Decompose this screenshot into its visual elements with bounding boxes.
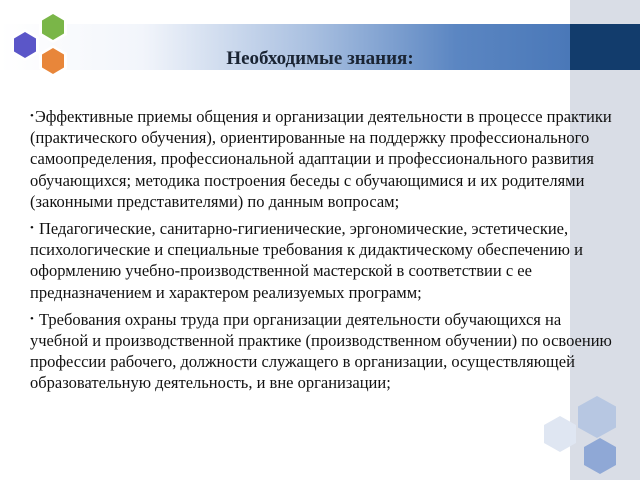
bullet-list <box>30 106 618 400</box>
blue-hexagon-icon <box>580 436 620 480</box>
bullet-icon: • <box>30 222 34 235</box>
slide-title: Необходимые знания: <box>226 48 414 69</box>
bullet-icon: • <box>30 312 34 325</box>
list-item <box>30 106 618 212</box>
bullet-icon: • <box>30 110 34 122</box>
list-item <box>30 218 618 303</box>
list-item-text: Требования охраны труда при организации деятельности обучающихся на учебной и производственной практике (производственном обучении) по освоению профессии рабочего, должности служащего в организации, осуществляющей образовательную деятельность, и вне организации; <box>30 309 612 393</box>
list-item-text: Эффективные приемы общения и организации деятельности в процессе практики (практического обучения), ориентированные на поддержку профессионального самоопределения, профессиональной адаптации и профессионального развития обучающихся; методика построения беседы с обучающимися и их родителями (законными представителями) по данным вопросам; <box>30 107 612 211</box>
list-item <box>30 309 618 394</box>
pale-hexagon-icon <box>540 414 580 459</box>
list-item-text: Педагогические, санитарно-гигиенические, эргономические, эстетические, психологические и специальные требования к дидактическому обеспечению и оформлению учебно-производственной мастерской в соответствии с ее предназначением и характером реализуемых программ; <box>30 219 583 302</box>
